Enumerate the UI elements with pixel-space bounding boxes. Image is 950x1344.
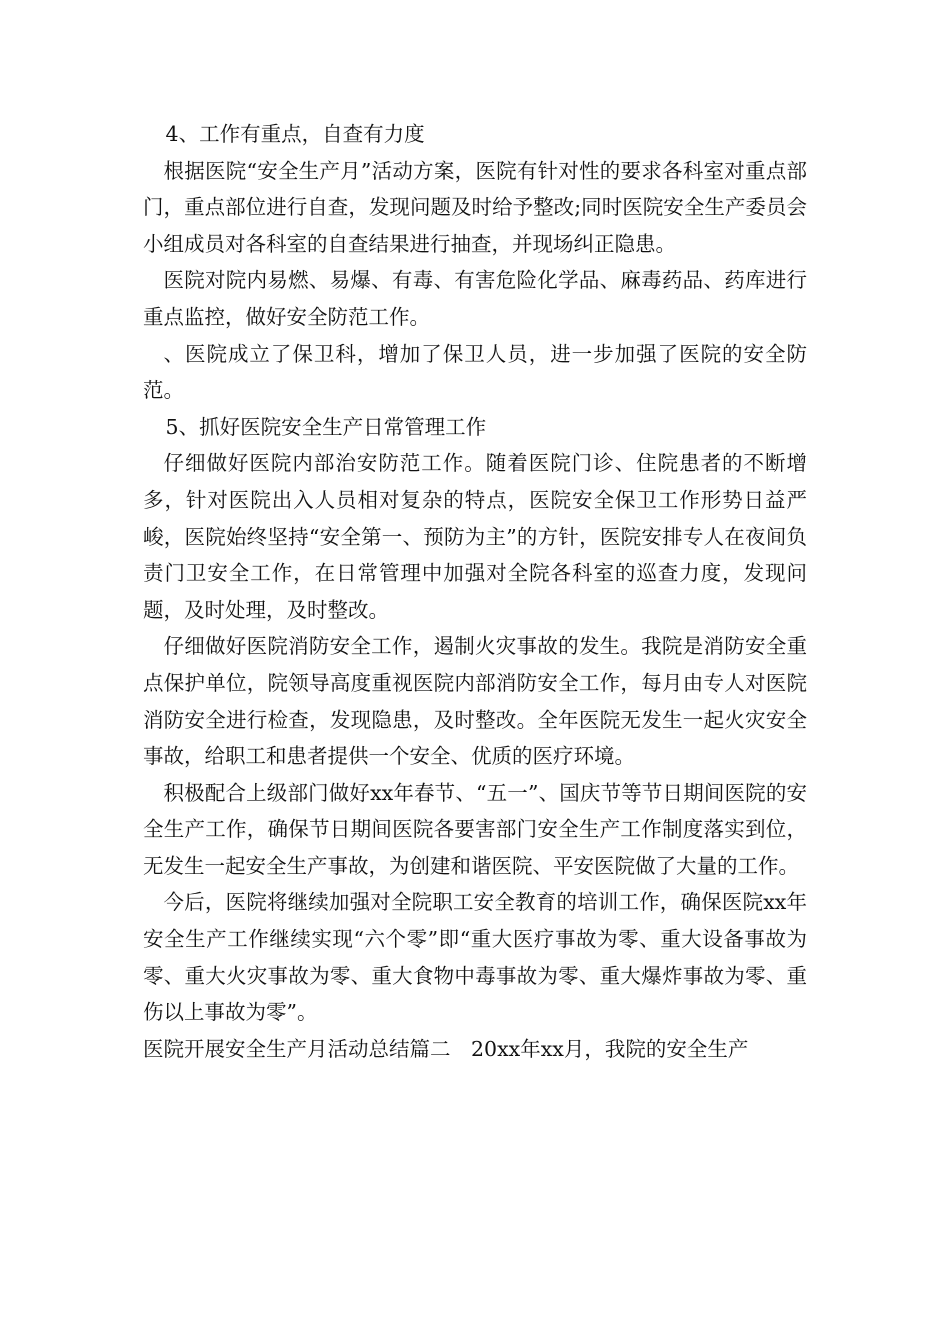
paragraph-holiday-safety: 积极配合上级部门做好xx年春节、“五一”、国庆节等节日期间医院的安全生产工作，确保节日期间医院各要害部门安全生产工作制度落实到位，无发生一起安全生产事故，为创建和谐医院、平安医院做了大量的工作。: [143, 780, 807, 878]
paragraph-public-security: 仔细做好医院内部治安防范工作。随着医院门诊、住院患者的不断增多，针对医院出入人员相对复杂的特点，医院安全保卫工作形势日益严峻，医院始终坚持“安全第一、预防为主”的方针，医院安排专人在夜间负责门卫安全工作，在日常管理中加强对全院各科室的巡查力度，发现问题，及时处理，及时整改。: [143, 451, 807, 622]
paragraph-self-inspection: 根据医院“安全生产月”活动方案，医院有针对性的要求各科室对重点部门，重点部位进行自查，发现问题及时给予整改;同时医院安全生产委员会小组成员对各科室的自查结果进行抽查，并现场纠正隐患。: [143, 158, 807, 256]
section-heading-4: 4、工作有重点，自查有力度: [165, 122, 425, 146]
paragraph-future-plan: 今后，医院将继续加强对全院职工安全教育的培训工作，确保医院xx年安全生产工作继续实现“六个零”即“重大医疗事故为零、重大设备事故为零、重大火灾事故为零、重大食物中毒事故为零、重大爆炸事故为零、重伤以上事故为零”。: [143, 890, 807, 1025]
section-heading-5: 5、抓好医院安全生产日常管理工作: [165, 414, 487, 439]
paragraph-fire-safety: 仔细做好医院消防安全工作，遏制火灾事故的发生。我院是消防安全重点保护单位，院领导高度重视医院内部消防安全工作，每月由专人对医院消防安全进行检查，发现隐患，及时整改。全年医院无发生一起火灾安全事故，给职工和患者提供一个安全、优质的医疗环境。: [143, 634, 807, 769]
paragraph-monitoring: 医院对院内易燃、易爆、有毒、有害危险化学品、麻毒药品、药库进行重点监控，做好安全防范工作。: [143, 268, 807, 329]
paragraph-article-two-start: 医院开展安全生产月活动总结篇二 20xx年xx月，我院的安全生产: [143, 1036, 749, 1061]
paragraph-security-department: 、医院成立了保卫科，增加了保卫人员，进一步加强了医院的安全防范。: [143, 341, 807, 403]
document-body: [143, 116, 807, 1067]
